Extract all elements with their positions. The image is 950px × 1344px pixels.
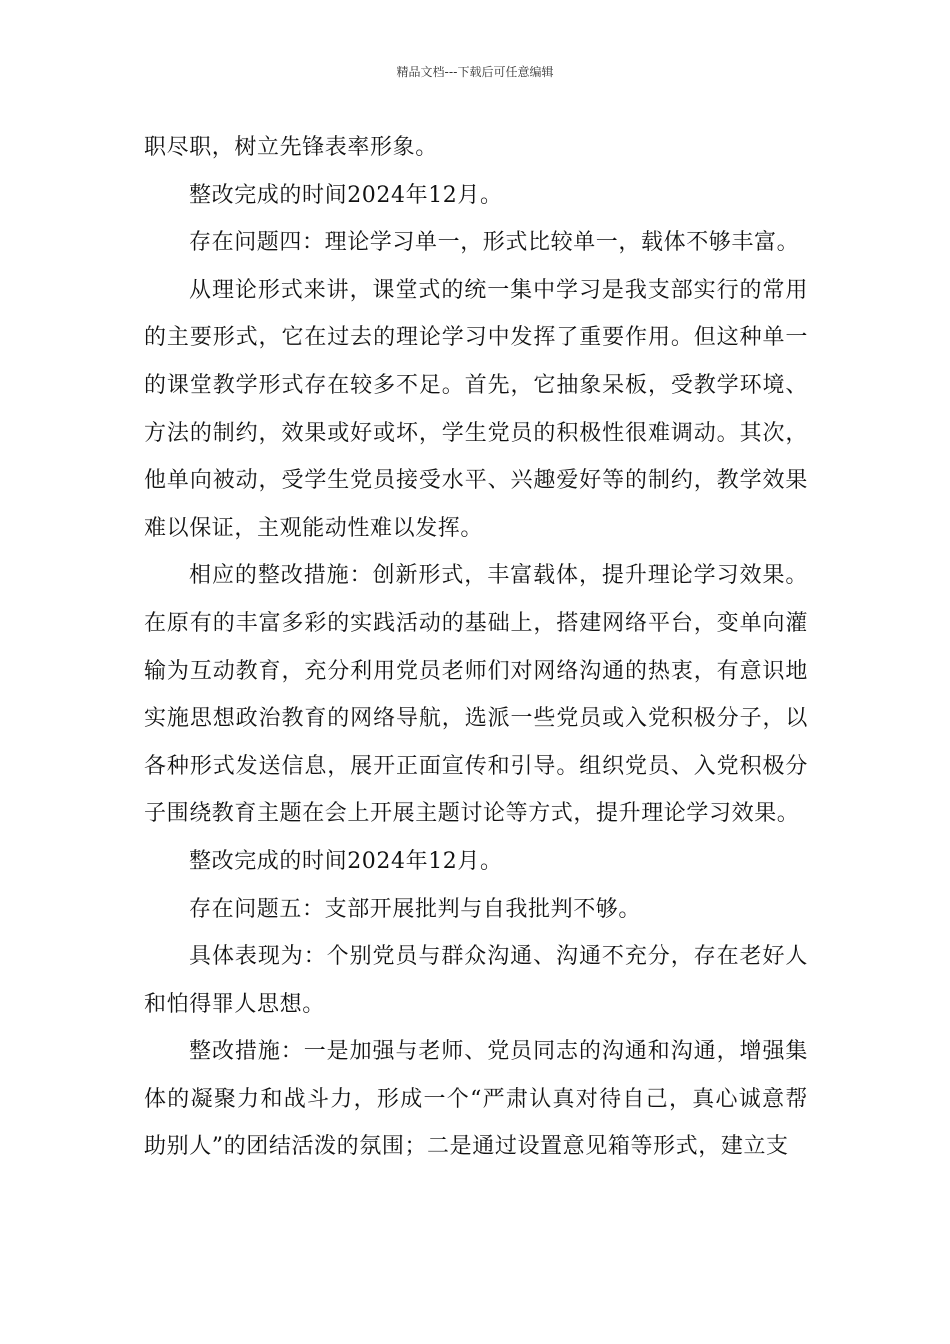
paragraph-rectification-measures: 相应的整改措施：创新形式，丰富载体，提升理论学习效果。在原有的丰富多彩的实践活动的基础上，搭建网络平台，变单向灌输为互动教育，充分利用党员老师们对网络沟通的热衷，有意识地实施思想政治教育的网络导航，选派一些党员或入党积极分子，以各种形式发送信息，展开正面宣传和引导。组织党员、入党积极分子围绕教育主题在会上开展主题讨论等方式，提升理论学习效果。 — [144, 563, 808, 827]
paragraph-problem-five: 存在问题五：支部开展批判与自我批判不够。 — [189, 896, 642, 922]
paragraph-problem-four: 存在问题四：理论学习单一，形式比较单一，载体不够丰富。 — [189, 230, 800, 256]
page-header: 精品文档---下载后可任意编辑 — [396, 65, 554, 79]
paragraph-deadline: 整改完成的时间2024年12月。 — [189, 182, 503, 208]
paragraph-specific-manifestation: 具体表现为：个别党员与群众沟通、沟通不充分，存在老好人和怕得罪人思想。 — [144, 944, 808, 1017]
paragraph-deadline: 整改完成的时间2024年12月。 — [189, 848, 503, 874]
paragraph-continuation: 职尽职，树立先锋表率形象。 — [144, 135, 438, 160]
paragraph-problem-four-detail: 从理论形式来讲，课堂式的统一集中学习是我支部实行的常用的主要形式，它在过去的理论学习中发挥了重要作用。但这种单一的课堂教学形式存在较多不足。首先，它抽象呆板，受教学环境、方法的制约，效果或好或坏，学生党员的积极性很难调动。其次，他单向被动，受学生党员接受水平、兴趣爱好等的制约，教学效果难以保证，主观能动性难以发挥。 — [144, 277, 808, 541]
document-body — [144, 124, 808, 1171]
paragraph-rectification-measures: 整改措施：一是加强与老师、党员同志的沟通和沟通，增强集体的凝聚力和战斗力，形成一个“严肃认真对待自己，真心诚意帮助别人”的团结活泼的氛围；二是通过设置意见箱等形式，建立支 — [144, 1039, 808, 1160]
